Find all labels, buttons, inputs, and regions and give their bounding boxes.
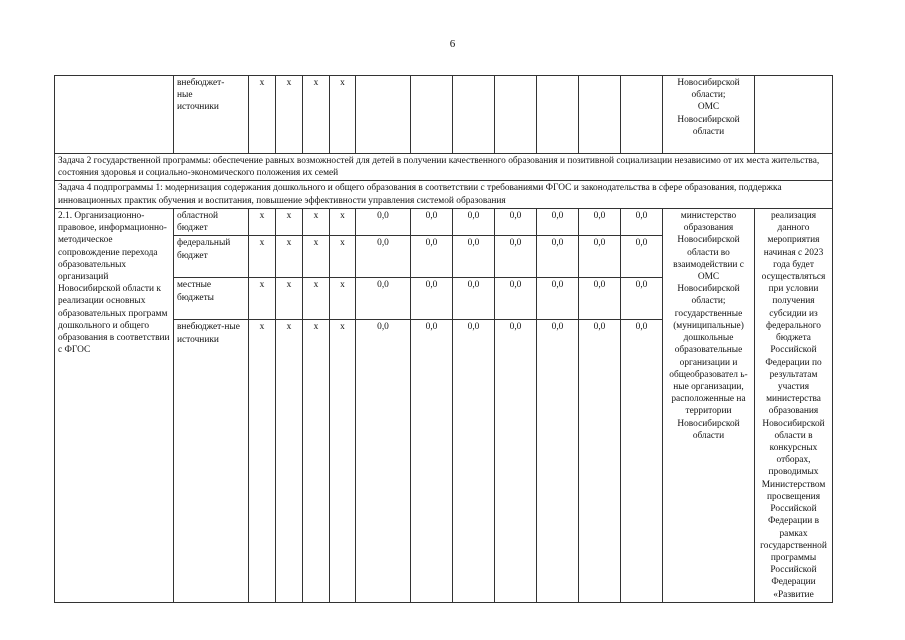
value-cell: 0,0 (453, 278, 495, 320)
mark-cell: х (330, 236, 356, 278)
mark-cell: х (249, 278, 276, 320)
funding-source-cell: внебюджет-ные источники (174, 320, 249, 603)
mark-cell: х (303, 320, 330, 603)
value-cell: 0,0 (411, 320, 453, 603)
value-cell: 0,0 (621, 208, 663, 235)
value-cell: 0,0 (495, 278, 537, 320)
mark: х (259, 78, 265, 88)
value-cell: 0,0 (579, 320, 621, 603)
value-cell: 0,0 (356, 236, 411, 278)
mark-cell: х (330, 278, 356, 320)
table-row (55, 208, 833, 235)
mark-cell (249, 76, 276, 154)
funding-source-cell: федеральный бюджет (174, 236, 249, 278)
mark-cell (330, 76, 356, 154)
mark-cell: х (303, 278, 330, 320)
task-row (55, 181, 833, 208)
subprogram-task: Задача 4 подпрограммы 1: модернизация содержания дошкольного и общего образования в соответствии с требованиями ФГОС и законодательства в сфере образования, поддержка инновационных практик обучения и воспитания, повышение эффективности управления системой образования (55, 181, 833, 208)
value-cell (356, 76, 411, 154)
mark-cell: х (303, 208, 330, 235)
mark-cell (276, 76, 303, 154)
value-cell: 0,0 (453, 236, 495, 278)
mark-cell: х (303, 236, 330, 278)
value-cell: 0,0 (495, 208, 537, 235)
value-cell: 0,0 (453, 320, 495, 603)
value-cell: 0,0 (411, 278, 453, 320)
note-cell: реализация данного мероприятия начиная с 2023 года будет осуществляться при условии получения субсидии из федерального бюджета Российской Федерации по результатам участия министерства образования Новосибирской области в конкурсных отборах, проводимых Министерством просвещения Российской Федерации в рамках государственной программы Российской Федерации «Развитие (755, 208, 833, 602)
state-program-task: Задача 2 государственной программы: обеспечение равных возможностей для детей в получении качественного образования и позитивной социализации независимо от их места жительства, состояния здоровья и социально-экономического положения их семей (55, 154, 833, 181)
page-number: 6 (449, 38, 456, 50)
mark-cell: х (249, 320, 276, 603)
funding-source-text: внебюджет- ные источники (177, 78, 225, 113)
value-cell: 0,0 (411, 236, 453, 278)
mark: х (286, 78, 292, 88)
value-cell: 0,0 (411, 208, 453, 235)
value-cell: 0,0 (579, 236, 621, 278)
mark: х (313, 78, 319, 88)
value-cell: 0,0 (495, 236, 537, 278)
mark-cell: х (249, 208, 276, 235)
mark-cell: х (249, 236, 276, 278)
executor-text: Новосибирской области; ОМС Новосибирской области (677, 78, 740, 137)
funding-source-cell: областной бюджет (174, 208, 249, 235)
executor-cell: министерство образования Новосибирской области во взаимодействии с ОМС Новосибирской области; государственные (муниципальные) дошкольные образовательные организации и общеобразовател ь-ные организации, расположенные на территории Новосибирской области (663, 208, 755, 602)
mark-cell: х (276, 278, 303, 320)
value-cell: 0,0 (579, 208, 621, 235)
value-cell: 0,0 (621, 320, 663, 603)
value-cell: 0,0 (495, 320, 537, 603)
value-cell: 0,0 (579, 278, 621, 320)
mark-cell: х (276, 208, 303, 235)
funding-source-cell (174, 76, 249, 154)
task-row (55, 154, 833, 181)
mark-cell (303, 76, 330, 154)
value-cell (495, 76, 537, 154)
mark-cell: х (276, 320, 303, 603)
mark-cell: х (330, 320, 356, 603)
value-cell (621, 76, 663, 154)
measure-cell-empty (55, 76, 174, 154)
table-row (55, 76, 833, 154)
funding-source-cell: местные бюджеты (174, 278, 249, 320)
executor-cell (663, 76, 755, 154)
value-cell: 0,0 (621, 278, 663, 320)
program-measures-table (54, 75, 833, 603)
measure-name: 2.1. Организационно-правовое, информационно-методическое сопровождение перехода образовательных организаций Новосибирской области к реализации основных образовательных программ дошкольного и общего образования в соответствии с ФГОС (55, 208, 174, 602)
value-cell: 0,0 (621, 236, 663, 278)
value-cell (537, 76, 579, 154)
value-cell: 0,0 (537, 208, 579, 235)
value-cell: 0,0 (537, 320, 579, 603)
note-cell (755, 76, 833, 154)
mark-cell: х (276, 236, 303, 278)
mark-cell: х (330, 208, 356, 235)
mark: х (340, 78, 345, 88)
value-cell: 0,0 (453, 208, 495, 235)
value-cell: 0,0 (537, 236, 579, 278)
value-cell (411, 76, 453, 154)
value-cell: 0,0 (537, 278, 579, 320)
value-cell (453, 76, 495, 154)
value-cell: 0,0 (356, 278, 411, 320)
value-cell: 0,0 (356, 320, 411, 603)
value-cell: 0,0 (356, 208, 411, 235)
value-cell (579, 76, 621, 154)
